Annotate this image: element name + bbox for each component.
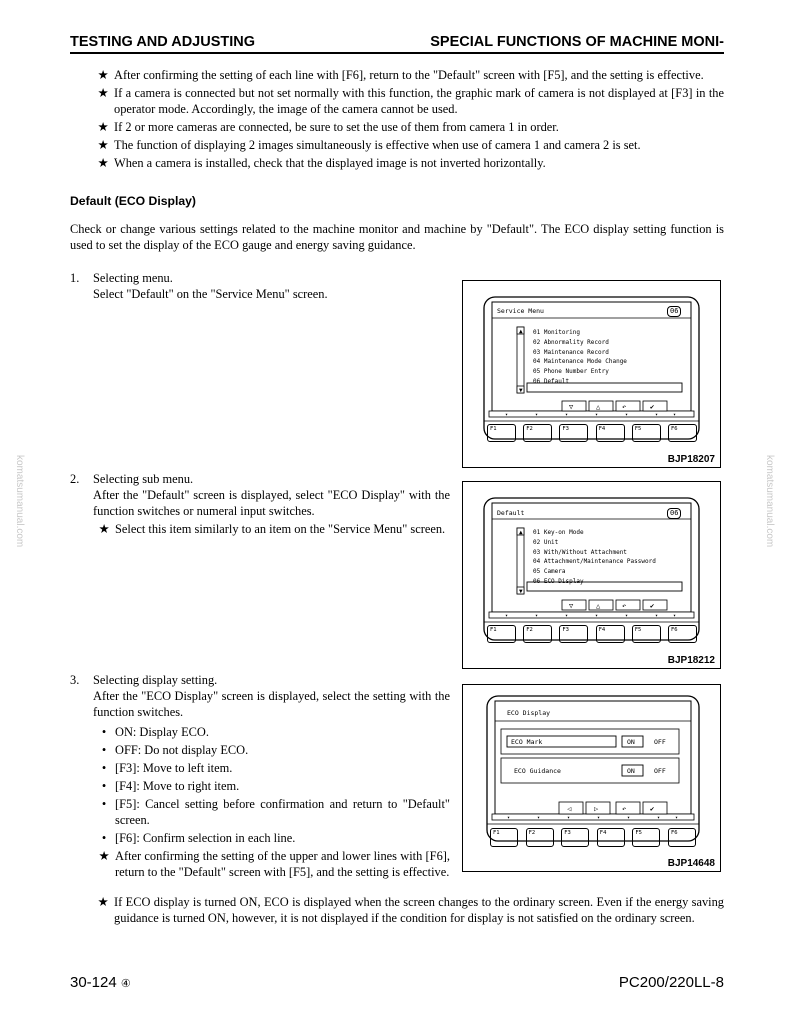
header-rule xyxy=(70,52,724,54)
header-right: SPECIAL FUNCTIONS OF MACHINE MONI- xyxy=(430,34,724,50)
step-2 xyxy=(70,471,450,537)
list-item: • [F5]: Cancel setting before confirmation and return to "Default" screen. xyxy=(93,796,450,828)
step-title: Selecting display setting. xyxy=(93,673,218,687)
figure-caption: BJP18207 xyxy=(667,454,715,465)
menu-item[interactable]: 04 Maintenance Mode Change xyxy=(533,358,627,366)
revision-mark: ④ xyxy=(120,978,131,990)
step-body: Select "Default" on the "Service Menu" screen. xyxy=(93,287,328,301)
menu-list xyxy=(533,528,656,587)
step-3 xyxy=(70,672,450,880)
svg-text:▾: ▾ xyxy=(535,412,539,418)
function-key-f4[interactable]: F4 xyxy=(597,828,625,847)
notes-top xyxy=(92,67,724,171)
svg-text:▾: ▾ xyxy=(625,613,629,619)
function-keys xyxy=(487,424,697,442)
function-keys xyxy=(487,625,697,643)
eco-guidance-on[interactable]: ON xyxy=(627,767,635,775)
step-title: Selecting sub menu. xyxy=(93,472,194,486)
svg-text:▼: ▼ xyxy=(519,387,523,394)
list-item: ★ After confirming the setting of the upper and lower lines with [F6], return to the "Default" screen with [F5], and the setting is effective. xyxy=(93,848,450,880)
svg-text:▾: ▾ xyxy=(535,613,539,619)
svg-text:▾: ▾ xyxy=(505,613,509,619)
final-note: ★ If ECO display is turned ON, ECO is displayed when the screen changes to the ordinary screen. Even if the energy saving guidance is turned ON, however, it is not displayed if the condition for display is not satisfied on the ordinary screen. xyxy=(92,894,724,926)
function-key-f5[interactable]: F5 xyxy=(632,625,661,643)
header-left: TESTING AND ADJUSTING xyxy=(70,34,256,50)
figure-caption: BJP14648 xyxy=(667,858,715,869)
function-key-f5[interactable]: F5 xyxy=(632,424,661,442)
note-item: ★ After confirming the setting of each line with [F6], return to the "Default" screen with [F5], and the setting is effective. xyxy=(92,67,724,83)
svg-text:▾: ▾ xyxy=(565,412,569,418)
note-item: ★ Select this item similarly to an item on the "Service Menu" screen. xyxy=(70,521,450,537)
screen-title: Service Menu xyxy=(497,307,544,315)
svg-text:▾: ▾ xyxy=(627,815,631,821)
list-item: • [F6]: Confirm selection in each line. xyxy=(93,830,450,846)
svg-text:▼: ▼ xyxy=(519,588,523,595)
svg-text:▾: ▾ xyxy=(625,412,629,418)
screen-title: ECO Display xyxy=(507,709,551,717)
svg-text:▲: ▲ xyxy=(519,529,523,536)
bullet-list xyxy=(70,724,450,880)
function-key-f1[interactable]: F1 xyxy=(490,828,518,847)
star-icon: ★ xyxy=(97,895,109,909)
function-key-f4[interactable]: F4 xyxy=(596,424,625,442)
function-keys xyxy=(490,828,696,847)
model-number: PC200/220LL-8 xyxy=(618,974,724,991)
step-number: 3. xyxy=(70,673,80,687)
svg-text:▾: ▾ xyxy=(597,815,601,821)
star-icon: ★ xyxy=(97,120,109,134)
list-item: • [F3]: Move to left item. xyxy=(93,760,450,776)
function-key-f2[interactable]: F2 xyxy=(523,424,552,442)
svg-text:▾: ▾ xyxy=(505,412,509,418)
menu-item[interactable]: 05 Camera xyxy=(533,568,566,576)
function-key-f4[interactable]: F4 xyxy=(596,625,625,643)
step-body: After the "ECO Display" screen is displayed, select the setting with the function switches. xyxy=(93,689,450,719)
list-item: • OFF: Do not display ECO. xyxy=(93,742,450,758)
menu-item[interactable]: 03 With/Without Attachment xyxy=(533,548,627,556)
function-key-f5[interactable]: F5 xyxy=(632,828,660,847)
menu-item[interactable]: 04 Attachment/Maintenance Password xyxy=(533,558,656,566)
section-intro: Check or change various settings related to the machine monitor and machine by "Default". The ECO display setting function is used to set the display of the ECO gauge and energy saving guidance. xyxy=(70,222,724,252)
screen-title: Default xyxy=(497,509,525,517)
function-key-f6[interactable]: F6 xyxy=(668,424,697,442)
bullet-icon: • xyxy=(101,761,107,775)
svg-text:▾: ▾ xyxy=(657,815,661,821)
page-badge: 06 xyxy=(667,508,681,519)
check-icon: ✔ xyxy=(650,602,655,610)
chevron-down-icon: ▽ xyxy=(569,403,574,411)
menu-item[interactable]: 01 Monitoring xyxy=(533,329,580,336)
function-key-f1[interactable]: F1 xyxy=(487,424,516,442)
bullet-icon: • xyxy=(101,797,107,811)
note-item: ★ When a camera is installed, check that the displayed image is not inverted horizontally. xyxy=(92,155,724,171)
menu-item[interactable]: 05 Phone Number Entry xyxy=(533,368,609,376)
list-item: • ON: Display ECO. xyxy=(93,724,450,740)
star-icon: ★ xyxy=(98,522,110,536)
return-icon: ↶ xyxy=(622,403,627,411)
figure-default-menu xyxy=(462,481,721,669)
menu-item[interactable]: 02 Abnormality Record xyxy=(533,338,609,346)
eco-mark-on[interactable]: ON xyxy=(627,738,635,746)
section-heading: Default (ECO Display) xyxy=(70,194,196,208)
star-icon: ★ xyxy=(97,138,109,152)
function-key-f1[interactable]: F1 xyxy=(487,625,516,643)
figure-service-menu xyxy=(462,280,721,468)
star-icon: ★ xyxy=(97,86,109,100)
eco-mark-off[interactable]: OFF xyxy=(654,738,666,746)
function-key-f6[interactable]: F6 xyxy=(668,625,697,643)
eco-mark-label[interactable]: ECO Mark xyxy=(511,738,543,746)
star-icon: ★ xyxy=(98,849,110,863)
svg-text:▾: ▾ xyxy=(595,613,599,619)
page-number: 30-124 ④ xyxy=(70,974,131,991)
check-icon: ✔ xyxy=(650,403,655,411)
menu-item[interactable]: 02 Unit xyxy=(533,538,559,546)
menu-item-selected[interactable]: 06 ECO Display xyxy=(533,577,584,585)
function-key-f2[interactable]: F2 xyxy=(523,625,552,643)
function-key-f6[interactable]: F6 xyxy=(668,828,696,847)
watermark-right: komatsumanual.com xyxy=(764,455,775,548)
step-number: 1. xyxy=(70,271,80,285)
star-icon: ★ xyxy=(97,68,109,82)
svg-text:▾: ▾ xyxy=(565,613,569,619)
function-key-f3[interactable]: F3 xyxy=(559,424,588,442)
step-title: Selecting menu. xyxy=(93,271,173,285)
svg-text:▾: ▾ xyxy=(655,613,659,619)
chevron-right-icon: ▷ xyxy=(594,805,599,813)
step-body: After the "Default" screen is displayed, select "ECO Display" with the function switches or numeral input switches. xyxy=(93,488,450,518)
chevron-left-icon: ◁ xyxy=(567,805,572,813)
figure-eco-display xyxy=(462,684,721,872)
chevron-up-icon: △ xyxy=(596,403,601,411)
bullet-icon: • xyxy=(101,743,107,757)
menu-item[interactable]: 03 Maintenance Record xyxy=(533,348,609,356)
svg-text:▾: ▾ xyxy=(537,815,541,821)
note-item: ★ If 2 or more cameras are connected, be sure to set the use of them from camera 1 in order. xyxy=(92,119,724,135)
function-key-f3[interactable]: F3 xyxy=(561,828,589,847)
star-icon: ★ xyxy=(97,156,109,170)
step-number: 2. xyxy=(70,472,80,486)
svg-text:▲: ▲ xyxy=(519,328,523,335)
svg-text:▾: ▾ xyxy=(655,412,659,418)
function-key-f3[interactable]: F3 xyxy=(559,625,588,643)
menu-list xyxy=(533,328,627,387)
bullet-icon: • xyxy=(101,779,107,793)
check-icon: ✔ xyxy=(650,805,655,813)
page-badge: 06 xyxy=(667,306,681,317)
eco-guidance-label[interactable]: ECO Guidance xyxy=(514,767,561,775)
bullet-icon: • xyxy=(101,831,107,845)
return-icon: ↶ xyxy=(622,805,627,813)
bullet-icon: • xyxy=(101,725,107,739)
figure-caption: BJP18212 xyxy=(667,655,715,666)
svg-text:▾: ▾ xyxy=(675,815,679,821)
eco-guidance-off[interactable]: OFF xyxy=(654,767,666,775)
step-1 xyxy=(70,270,455,302)
chevron-down-icon: ▽ xyxy=(569,602,574,610)
note-item: ★ The function of displaying 2 images simultaneously is effective when use of camera 1 and camera 2 is set. xyxy=(92,137,724,153)
menu-item[interactable]: 01 Key-on Mode xyxy=(533,529,584,536)
list-item: • [F4]: Move to right item. xyxy=(93,778,450,794)
svg-text:▾: ▾ xyxy=(595,412,599,418)
function-key-f2[interactable]: F2 xyxy=(526,828,554,847)
chevron-up-icon: △ xyxy=(596,602,601,610)
return-icon: ↶ xyxy=(622,602,627,610)
svg-text:▾: ▾ xyxy=(567,815,571,821)
svg-text:▾: ▾ xyxy=(673,613,677,619)
svg-text:▾: ▾ xyxy=(507,815,511,821)
svg-text:▾: ▾ xyxy=(673,412,677,418)
watermark-left: komatsumanual.com xyxy=(14,455,25,548)
note-item: ★ If a camera is connected but not set normally with this function, the graphic mark of camera is not displayed at [F3] in the operator mode. Accordingly, the image of the camera cannot be used. xyxy=(92,85,724,117)
menu-item-selected[interactable]: 06 Default xyxy=(533,377,570,385)
